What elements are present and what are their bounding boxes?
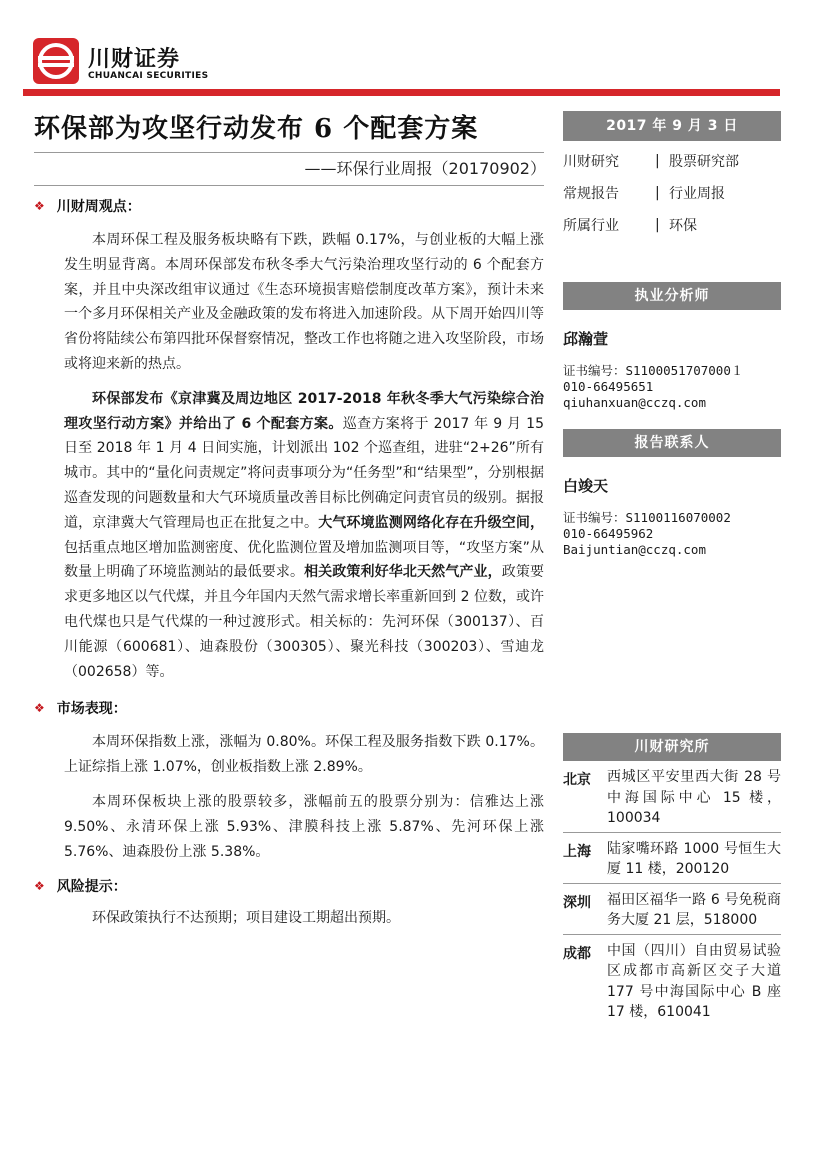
analyst-band: 执业分析师 [563, 282, 781, 310]
office-chengdu [563, 941, 781, 1023]
meta-key: 所属行业 [563, 218, 619, 234]
section-market-heading [34, 698, 544, 718]
news-paragraph [64, 387, 544, 685]
risk-paragraph: 环保政策执行不达预期；项目建设工期超出预期。 [92, 910, 400, 927]
contact-cert: 证书编号：S1100116070002 [563, 510, 731, 525]
title-divider [34, 152, 544, 153]
contact-name: 白竣天 [563, 477, 609, 495]
meta-row-report-type [563, 177, 781, 209]
section-risk-title: 风险提示： [56, 879, 127, 896]
news-text-3: 政策要求更多地区以气代煤，并且今年国内天然气需求增长率重新回到 2 位数，或许电代煤也只是气代煤的一种过渡形式。相关标的：先河环保（300137）、百川能源（600681）、迪森股份（300305）、聚光科技（300203）、雪迪龙（002658）等。 [64, 564, 545, 680]
report-title: 环保部为攻坚行动发布 6 个配套方案 [34, 114, 479, 144]
meta-separator: | [655, 217, 660, 233]
news-text-1: 巡查方案将于 2017 年 9 月 15 日至 2018 年 1 月 4 日间实施，计划派出 102 个巡查组，进驻“2+26”所有城市。其中的“量化问责规定”将问责事项分为“任务型”和“结果型”，分别根据巡查发现的问题数量和大气环境质量改善目标比例确定问责官员的级别。据报道，京津冀大气管理局也正在批复之中。 [64, 415, 544, 531]
office-city: 上海 [563, 843, 591, 860]
office-divider [563, 832, 781, 833]
meta-row-industry [563, 209, 781, 241]
contact-email: Baijuntian@cczq.com [563, 542, 706, 557]
office-address: 陆家嘴环路 1000 号恒生大厦 11 楼，200120 [607, 840, 781, 877]
diamond-bullet-icon: ❖ [34, 199, 45, 213]
meta-value: 环保 [669, 218, 697, 234]
diamond-bullet-icon: ❖ [34, 879, 45, 894]
view-paragraph: 本周环保工程及服务板块略有下跌，跌幅 0.17%，与创业板的大幅上涨发生明显背离。本周环保部发布秋冬季大气污染治理攻坚行动的 6 个配套方案，并且中央深改组审议通过《生态环境损害赔偿制度改革方案》，预计未来一个多月环保相关产业及金融政策的发布将进入加速阶段。从下周开始四川等省份将陆续公布第四批环保督察情况，整改工作也将随之进入攻坚阶段，市场或将迎来新的热点。 [64, 232, 544, 372]
meta-separator: | [655, 153, 660, 169]
news-text-2: 包括重点地区增加监测密度、优化监测位置及增加监测项目等，“攻坚方案”从数量上明确了环境监测站的最低要求。 [64, 539, 544, 581]
analyst-card [563, 310, 781, 411]
main-content [34, 196, 544, 931]
report-date: 2017 年 9 月 3 日 [563, 111, 781, 141]
market-paragraph-2: 本周环保板块上涨的股票较多，涨幅前五的股票分别为：信雅达上涨 9.50%、永清环保上涨 5.93%、津膜科技上涨 5.87%、先河环保上涨 5.76%、迪森股份上涨 5.38%。 [64, 793, 544, 860]
report-subtitle: ——环保行业周报（20170902） [304, 159, 546, 178]
diamond-bullet-icon: ❖ [34, 701, 45, 716]
institute-band: 川财研究所 [563, 733, 781, 761]
header-red-rule [23, 89, 780, 96]
contact-phone: 010-66495962 [563, 526, 654, 541]
section-market-title: 市场表现： [56, 701, 127, 718]
office-shenzhen [563, 890, 781, 931]
office-address: 西城区平安里西大街 28 号中海国际中心 15 楼，100034 [607, 769, 781, 826]
chuancai-logo-icon [33, 38, 79, 84]
logo-english-name: CHUANCAI SECURITIES [88, 71, 209, 81]
analyst-name: 邱瀚萱 [563, 330, 609, 348]
office-shanghai [563, 839, 781, 880]
contact-card [563, 457, 781, 558]
section-risk-heading [34, 876, 544, 896]
news-bold-2: 大气环境监测网络化存在升级空间， [318, 514, 545, 531]
meta-key: 川财研究 [563, 154, 619, 170]
subtitle-divider [34, 185, 544, 186]
meta-row-research [563, 145, 781, 177]
meta-value: 行业周报 [669, 186, 725, 202]
contact-band: 报告联系人 [563, 429, 781, 457]
office-city: 北京 [563, 772, 591, 788]
meta-value: 股票研究部 [669, 154, 739, 170]
office-city: 成都 [563, 945, 591, 962]
meta-separator: | [655, 185, 660, 201]
analyst-email: qiuhanxuan@cczq.com [563, 395, 706, 410]
sidebar [563, 111, 781, 1023]
office-divider [563, 883, 781, 884]
analyst-phone: 010-66495651 [563, 379, 654, 394]
office-city: 深圳 [563, 894, 591, 911]
market-paragraph-1: 本周环保指数上涨，涨幅为 0.80%。环保工程及服务指数下跌 0.17%。上证综指上涨 1.07%，创业板指数上涨 2.89%。 [64, 734, 544, 776]
logo-chinese-name: 川财证券 [88, 47, 181, 72]
news-bold-3: 相关政策利好华北天然气产业， [304, 564, 502, 581]
office-divider [563, 934, 781, 935]
office-beijing [563, 767, 781, 829]
section-view-heading [34, 196, 544, 216]
section-view-title: 川财周观点： [56, 199, 141, 215]
news-bold-1: 环保部发布《京津冀及周边地区 2017-2018 年秋冬季大气污染综合治理攻坚行动方案》并给出了 6 个配套方案。 [64, 390, 544, 432]
meta-key: 常规报告 [563, 186, 619, 202]
analyst-cert: 证书编号：S1100051707000１ [563, 363, 744, 378]
office-address: 中国（四川）自由贸易试验区成都市高新区交子大道 177 号中海国际中心 B 座 17 楼，610041 [607, 942, 781, 1020]
office-address: 福田区福华一路 6 号免税商务大厦 21 层，518000 [607, 891, 781, 928]
